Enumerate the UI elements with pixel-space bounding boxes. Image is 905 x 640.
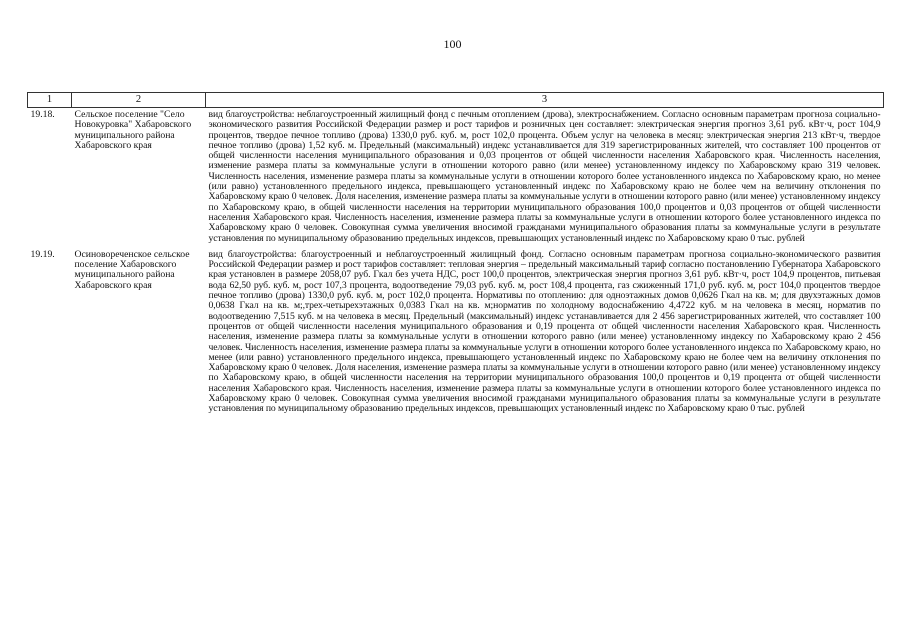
row-number: 19.19.: [30, 248, 55, 260]
table-row: [28, 108, 884, 244]
column-header-1: 1: [28, 93, 72, 108]
table-header-row: [28, 93, 884, 108]
row-description: вид благоустройства: благоустроенный и неблагоустроенный жилищный фонд. Согласно основным параметрам прогноза социально-экономического развития Российской Федерации размер и рост тарифов составляет: тепловая энергия – предельный максимальный тариф согласно постановлению Губернатора Хабаровского края установлен в размере 2058,07 руб. Гкал без учета НДС, рост 100,0 процентов, электрическая энергия прогноз 3,61 руб. кВт·ч, рост 104,9 процентов, питьевая вода 62,50 руб. куб. м, рост 107,3 процента, водоотведение 79,03 руб. куб. м, рост 108,4 процента, газ сжиженный 171,0 руб. куб. м, рост 104,0 процентов твердое печное топливо (дрова) 1330,0 руб. куб. м, рост 102,0 процента. Нормативы по отоплению: для одноэтажных домов 0,0626 Гкал на кв. м; для двухэтажных домов 0,0638 Гкал на кв. м;,трех-четырехэтажных 0,0383 Гкал на кв. м;норматив по холодному водоснабжению 4,4722 куб. м на человека в месяц, норматив по водоотведению 7,515 куб. м на человека в месяц. Предельный (максимальный) индекс устанавливается для 2 456 зарегистрированных жителей, что составляет 100 процентов от общей численности населения муниципального образования и 0,19 процента от общей численности населения Хабаровского края. Численность населения, изменение размера платы за коммунальные услуги в отношении которого равно (или менее) установленному индексу по Хабаровскому краю 2 456 человек. Численность населения, изменение размера платы за коммунальные услуги в отношении которого более установленного индекса по Хабаровскому краю, но менее (или равно) установленного предельного индекса, превышающего установленный индекс по Хабаровскому краю не более чем на величину отклонения по Хабаровскому краю 0 человек. Доля населения, изменение размера платы за коммунальные услуги в отношении которого равно (или менее) установленному индексу по Хабаровскому краю, в общей численности населения на территории муниципального образования 100,0 процентов и 0,19 процента от общей численности населения Хабаровского края. Численность населения, изменение размера платы за коммунальные услуги в отношении которого более установленного индекса по Хабаровскому краю 0 человек. Совокупная сумма увеличения вносимой гражданами муниципального образования платы за коммунальные услуги в результате установления по муниципальному образованию предельных индексов, превышающих установленный индекс по Хабаровскому краю 0 тыс. рублей: [208, 248, 881, 415]
row-description: вид благоустройства: неблагоустроенный жилищный фонд с печным отоплением (дрова), электроснабжением. Согласно основным параметрам прогноза социально-экономического развития Российской Федерации размер и рост тарифов и розничных цен составляет: электрическая энергия прогноз 3,61 руб. кВт·ч, рост 104,9 процентов, твердое печное топливо (дрова) 1330,0 руб. куб. м, рост 102,0 процента. Объем услуг на человека в месяц: электрическая энергия 213 кВт·ч, твердое печное топливо (дрова) 1,52 куб. м. Предельный (максимальный) индекс устанавливается для 319 зарегистрированных жителей, что составляет 100 процентов от общей численности населения муниципального образования и 0,03 процентов от общей численности населения Хабаровского края. Численность населения, изменение размера платы за коммунальные услуги в отношении которого равно (или менее) установленному индексу по Хабаровскому краю 319 человек. Численность населения, изменение размера платы за коммунальные услуги в отношении которого более установленного индекса по Хабаровскому краю, но менее (или равно) установленного предельного индекса, превышающего установленный индекс по Хабаровскому краю не более чем на величину отклонения по Хабаровскому краю 0 человек. Доля населения, изменение размера платы за коммунальные услуги в отношении которого равно (или менее) установленному индексу по Хабаровскому краю, в общей численности населения на территории муниципального образования 100,0 процентов и 0,03 процентов от общей численности населения Хабаровского края. Численность населения, изменение размера платы за коммунальные услуги в отношении которого более установленного индекса по Хабаровскому краю 0 человек. Совокупная сумма увеличения вносимой гражданами муниципального образования платы за коммунальные услуги в результате установления по муниципальному образованию предельных индексов, превышающих установленный индекс по Хабаровскому краю 0 тыс. рублей: [208, 109, 881, 244]
table-row: [28, 244, 884, 415]
settlement-name: Сельское поселение "Село Новокуровка" Хабаровского муниципального района Хабаровского края: [74, 109, 192, 151]
settlement-name: Осиновореченское сельское поселение Хабаровского муниципального района Хабаровского края: [74, 248, 190, 291]
data-table: [27, 92, 884, 415]
page-number: 100: [443, 37, 462, 51]
row-number: 19.18.: [30, 109, 55, 120]
column-header-3: 3: [206, 93, 884, 108]
column-header-2: 2: [72, 93, 206, 108]
